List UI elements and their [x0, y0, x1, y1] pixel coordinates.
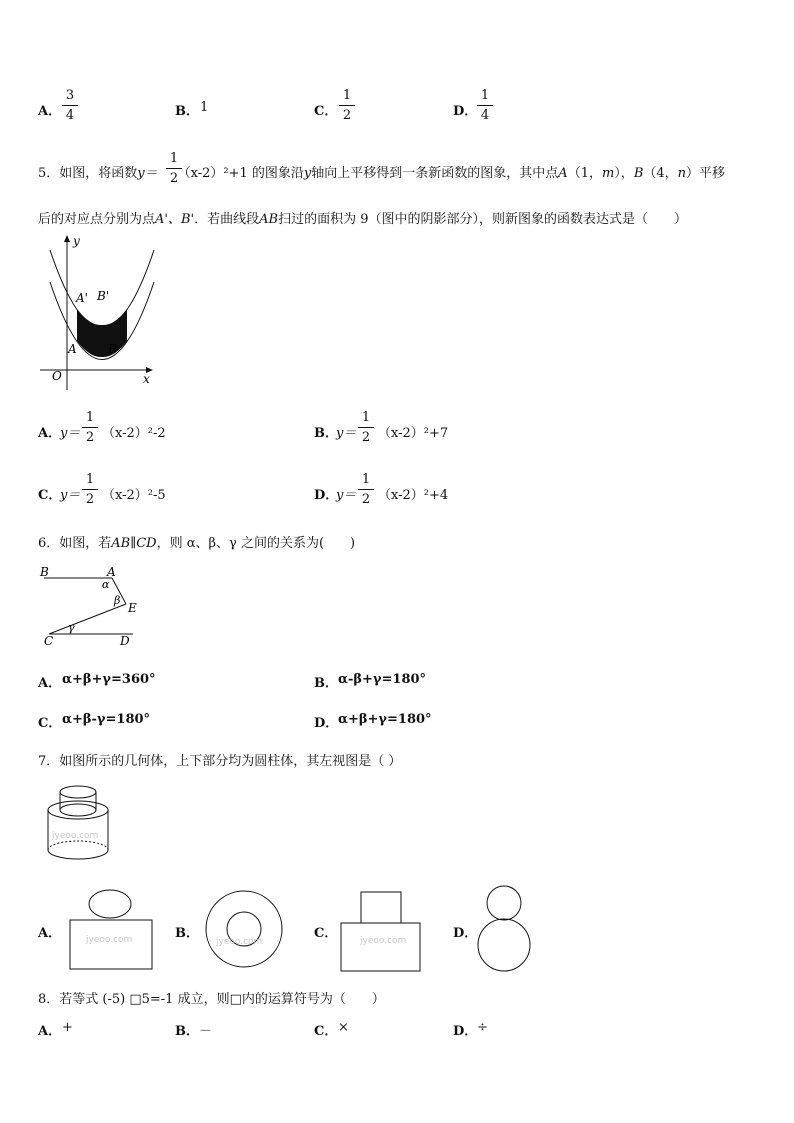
option-text: （x-2）²+7 [378, 426, 449, 441]
option-text: （x-2）²-5 [102, 488, 166, 503]
option-label: B． [175, 104, 199, 119]
shaded-region [77, 309, 127, 357]
q6-parallel-lines-figure [38, 562, 148, 652]
option-text: + [62, 1020, 73, 1035]
option-label: B． [175, 1024, 199, 1039]
axis-label-x: x [143, 372, 150, 386]
axis-label-y: y [73, 234, 80, 248]
option-label: A． [38, 426, 62, 441]
option-label: C． [38, 716, 62, 731]
option-label: A． [38, 104, 62, 119]
option-label: A． [38, 926, 62, 941]
option-label: A． [38, 676, 62, 691]
top-rectangle [361, 892, 401, 923]
label-beta: β [114, 594, 121, 607]
option-label: D． [453, 926, 478, 941]
fraction: 1 2 [339, 89, 355, 122]
option-label: C． [38, 488, 62, 503]
small-cylinder-bottom [60, 810, 96, 816]
bottom-rectangle [341, 923, 420, 971]
option-label: C． [314, 104, 338, 119]
option-label: B． [314, 676, 338, 691]
option-c-figure [340, 889, 430, 975]
watermark: jyeoo.com [216, 937, 263, 947]
option-text: × [338, 1020, 349, 1035]
option-label: A． [38, 1024, 62, 1039]
option-label: C． [314, 926, 338, 941]
option-text: y＝ [60, 426, 81, 441]
label-b: B [40, 565, 49, 579]
option-label: D． [453, 104, 478, 119]
option-a-figure [68, 887, 158, 973]
q5-stem-line2: 后的对应点分别为点A'、B'．若曲线段AB扫过的面积为 9（图中的阴影部分），则新图象的函数表达式是（ ） [38, 212, 687, 227]
fraction: 1 2 [358, 411, 374, 444]
option-text: y＝ [60, 488, 81, 503]
top-circle [487, 886, 521, 920]
option-d-figure [475, 883, 545, 975]
option-text: － [199, 1024, 213, 1039]
option-b-figure [204, 886, 294, 976]
option-text: α+β+γ=180° [338, 712, 432, 727]
option-text: y＝ [336, 426, 357, 441]
watermark: jyeoo.com [52, 831, 99, 841]
fraction: 3 4 [62, 89, 78, 122]
q7-stacked-cylinders-figure [40, 780, 130, 870]
small-cylinder-top [60, 786, 96, 798]
large-cylinder-bottom-hidden [48, 841, 108, 850]
option-label: B． [175, 926, 199, 941]
point-label-b-prime: B' [97, 289, 110, 303]
point-label-a: A [68, 342, 77, 356]
large-cylinder-bottom [48, 850, 108, 859]
option-text: α+β-γ=180° [62, 712, 151, 727]
option-text: y＝ [336, 488, 357, 503]
y-axis-arrow-icon [64, 235, 70, 242]
label-gamma: γ [68, 621, 75, 634]
option-text: （x-2）²+4 [378, 488, 449, 503]
label-d: D [120, 634, 130, 648]
fraction: 1 2 [82, 411, 98, 444]
segment-ec [49, 604, 126, 634]
outer-circle [206, 891, 282, 967]
small-cylinder-bottom-hidden [60, 804, 96, 810]
label-alpha: α [102, 578, 110, 591]
option-text: α-β+γ=180° [338, 672, 427, 687]
fraction: 1 2 [82, 473, 98, 506]
option-text: （x-2）²-2 [102, 426, 166, 441]
option-label: D． [453, 1024, 478, 1039]
option-label: B． [314, 426, 338, 441]
label-e: E [128, 601, 137, 615]
option-label: D． [314, 716, 339, 731]
origin-label: O [52, 369, 62, 383]
q5-parabola-figure [35, 232, 155, 392]
option-text: ÷ [477, 1020, 488, 1035]
bottom-circle [478, 919, 530, 971]
q5-stem-fraction: 1 2 [166, 152, 182, 185]
option-label: C． [314, 1024, 338, 1039]
q7-stem: 7．如图所示的几何体，上下部分均为圆柱体，其左视图是（ ） [38, 754, 402, 769]
q8-stem: 8．若等式 (-5) □5=-1 成立，则□内的运算符号为（ ） [38, 992, 385, 1007]
point-label-b: B [108, 342, 117, 356]
fraction: 1 4 [477, 89, 493, 122]
option-label: D． [314, 488, 339, 503]
option-text: 1 [200, 100, 209, 115]
option-text: α+β+γ=360° [62, 672, 156, 687]
q5-stem-line1: 5．如图，将函数y＝ （x-2）²+1 的图象沿y轴向上平移得到一条新函数的图象，其中点A（1，m），B（4，n）平移 [38, 166, 726, 181]
point-label-a-prime: A' [76, 291, 88, 305]
label-a: A [107, 565, 116, 579]
watermark: jyeoo.com [86, 935, 133, 945]
q6-stem: 6．如图，若AB∥CD，则 α、β、γ 之间的关系为( ) [38, 536, 356, 551]
label-c: C [44, 634, 54, 648]
watermark: jyeoo.com [360, 936, 407, 946]
fraction: 1 2 [358, 473, 374, 506]
top-ellipse [89, 890, 131, 918]
